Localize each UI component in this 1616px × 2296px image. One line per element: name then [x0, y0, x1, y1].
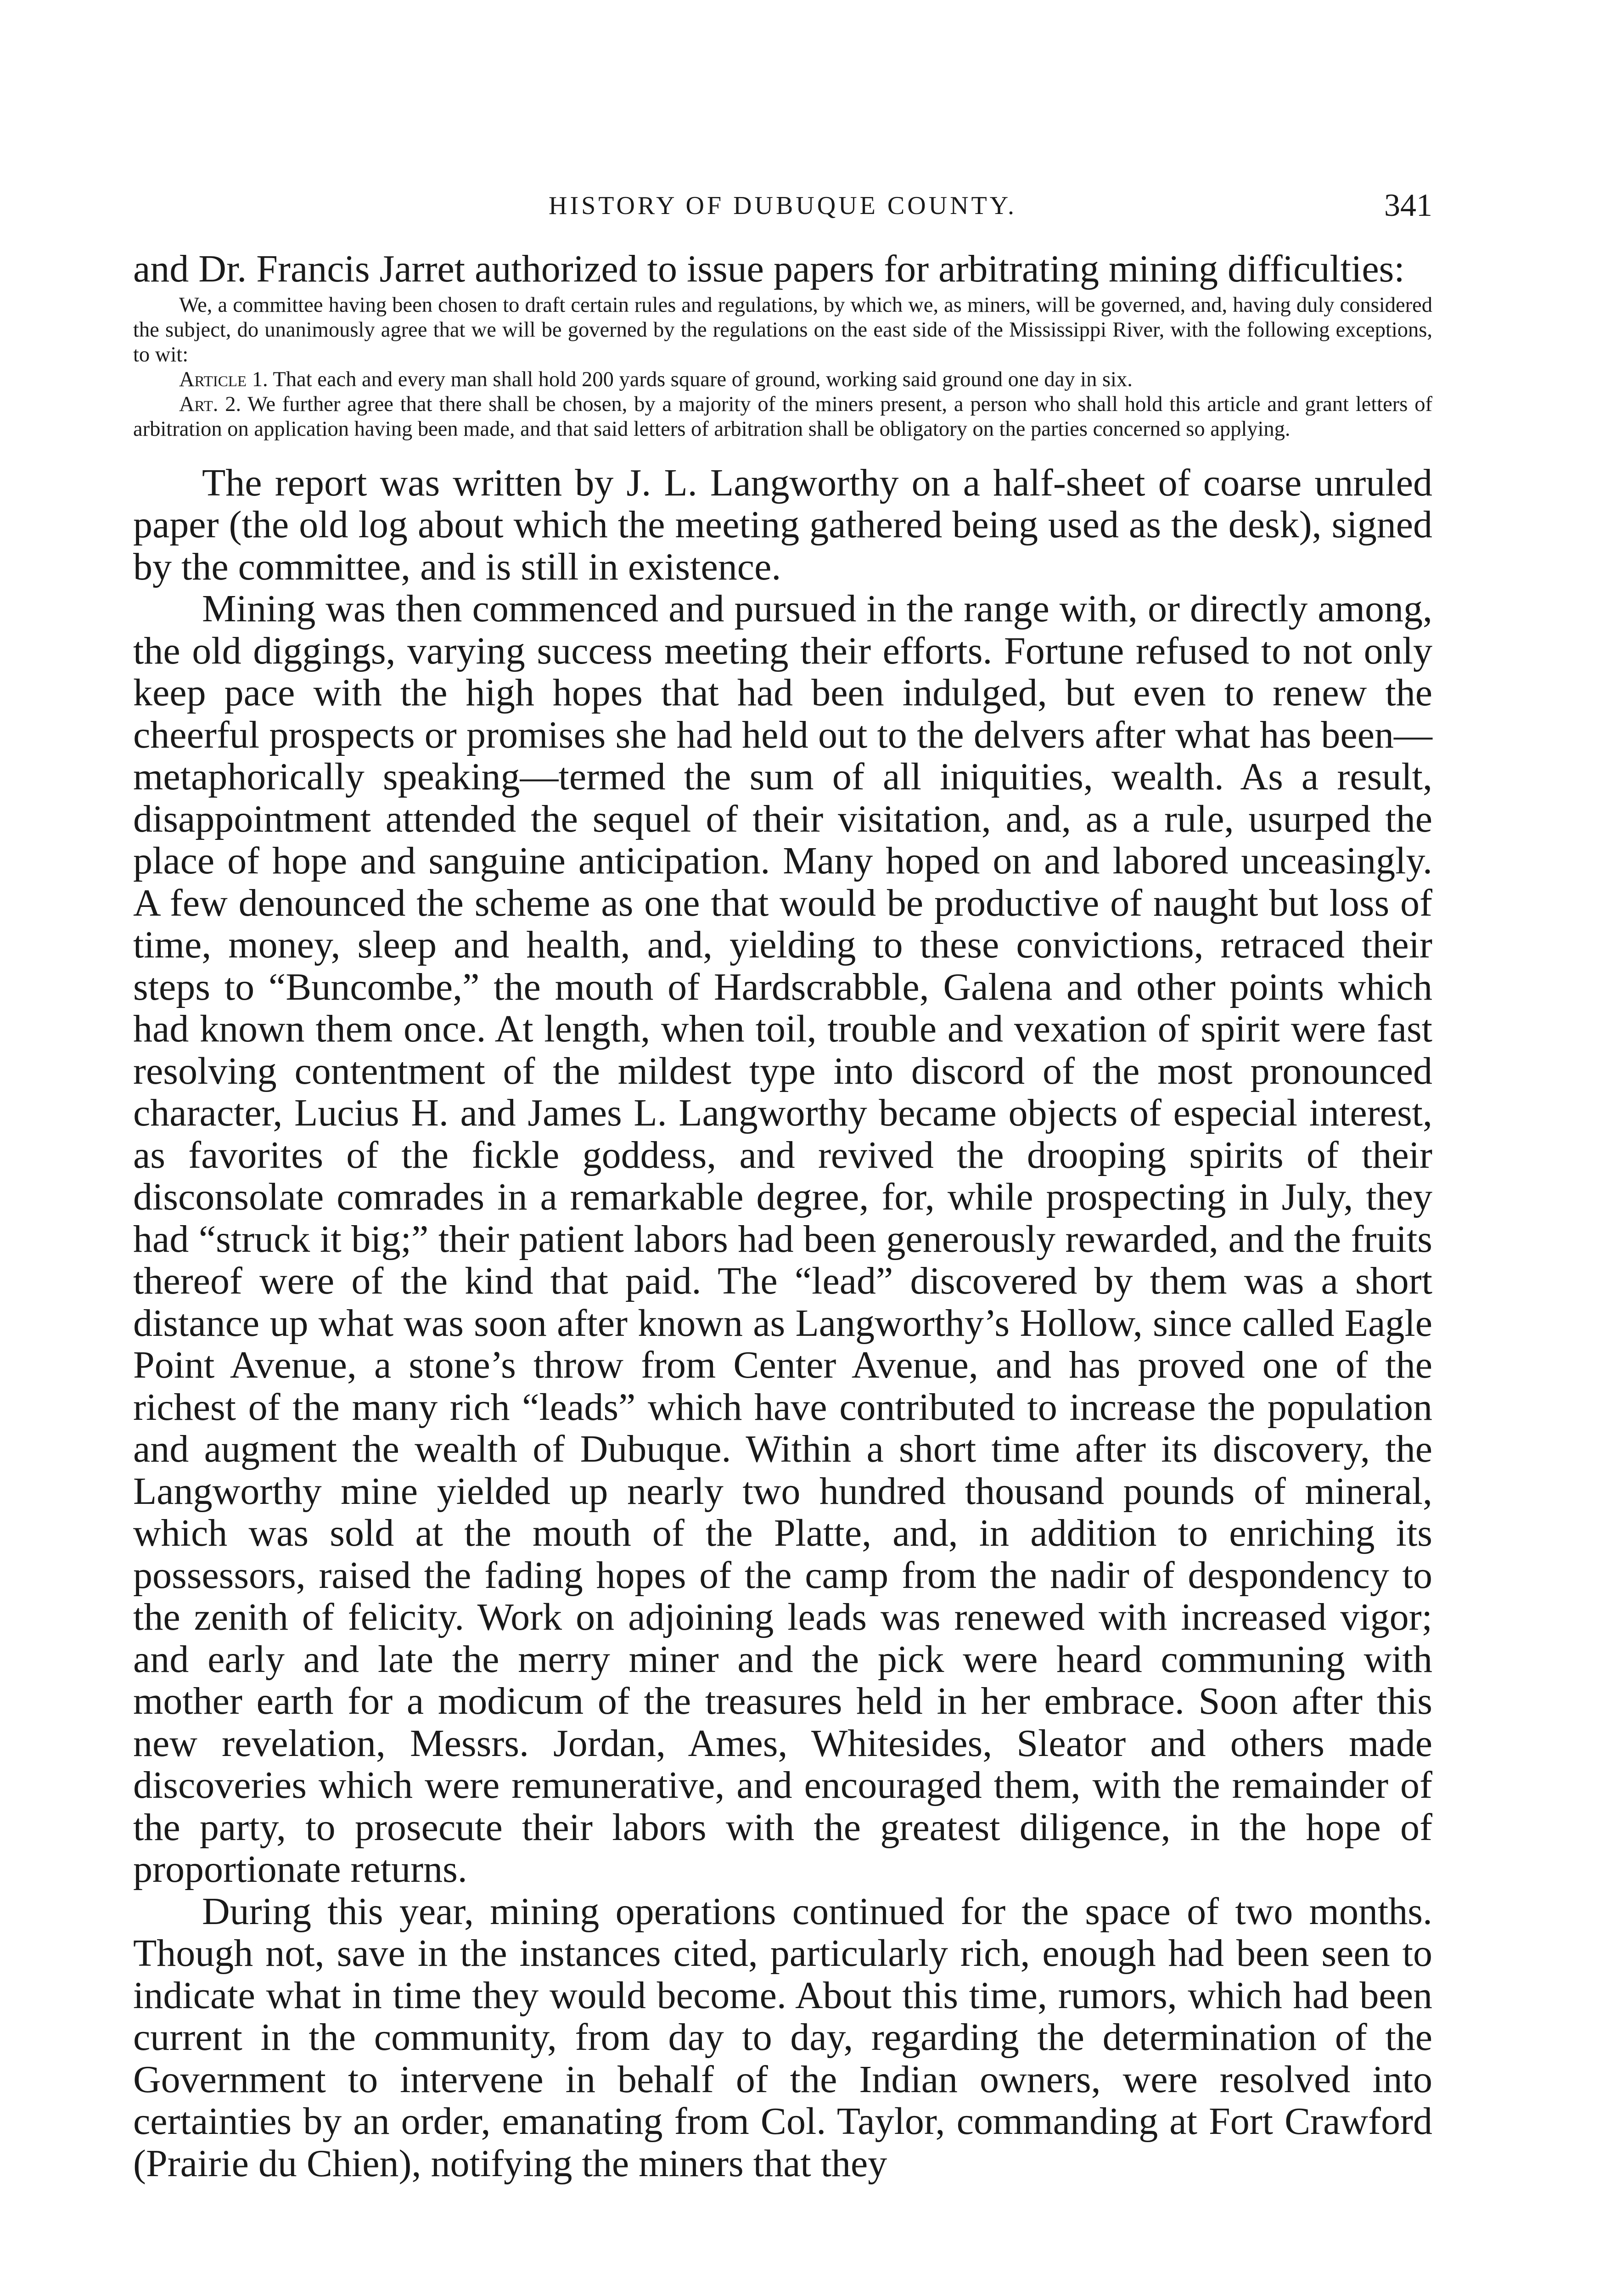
article-2-text: We further agree that there shall be chosen, by a majority of the miners present, a person who shall hold this article and grant letters of arbitration on application having been made, and that said letters of arbitration shall be obligatory on the parties concerned so applying.	[133, 392, 1432, 441]
article-2-label: Art. 2.	[179, 392, 241, 416]
article-1-label: Article 1.	[179, 367, 268, 391]
running-title: HISTORY OF DUBUQUE COUNTY.	[549, 191, 1017, 220]
paragraph-report: The report was written by J. L. Langworthy on a half-sheet of coarse unruled paper (the old log about which the meeting gathered being used as the desk), signed by the committee, and is still in existence.	[133, 461, 1432, 588]
intro-paragraph: and Dr. Francis Jarret authorized to issue papers for arbitrating mining difficulties:	[133, 248, 1405, 290]
quoted-regulations	[133, 293, 1432, 442]
article-1-text: That each and every man shall hold 200 yards square of ground, working said ground one day in six.	[268, 367, 1133, 391]
article-2	[133, 392, 1432, 442]
regulations-preamble: We, a committee having been chosen to draft certain rules and regulations, by which we, as miners, will be governed, and, having duly considered the subject, do unanimously agree that we will be governed by the regulations on the east side of the Mississippi River, with the following exceptions, to wit:	[133, 293, 1432, 366]
paragraph-this-year: During this year, mining operations continued for the space of two months. Though not, save in the instances cited, particularly rich, enough had been seen to indicate what in time they would become. About this time, rumors, which had been current in the community, from day to day, regarding the determination of the Government to intervene in behalf of the Indian owners, were resolved into certainties by an order, emanating from Col. Taylor, commanding at Fort Crawford (Prairie du Chien), notifying the miners that they	[133, 1890, 1432, 2185]
paragraph-mining: Mining was then commenced and pursued in the range with, or directly among, the old diggings, varying success meeting their efforts. Fortune refused to not only keep pace with the high hopes that had been indulged, but even to renew the cheerful prospects or promises she had held out to the delvers after what has been—metaphorically speaking—termed the sum of all iniquities, wealth. As a result, disappointment attended the sequel of their visitation, and, as a rule, usurped the place of hope and sanguine anticipation. Many hoped on and labored unceasingly. A few denounced the scheme as one that would be productive of naught but loss of time, money, sleep and health, and, yielding to these convictions, retraced their steps to “Buncombe,” the mouth of Hardscrabble, Galena and other points which had known them once. At length, when toil, trouble and vexation of spirit were fast resolving contentment of the mildest type into discord of the most pronounced character, Lucius H. and James L. Langworthy became objects of especial interest, as favorites of the fickle goddess, and revived the drooping spirits of their disconsolate comrades in a remarkable degree, for, while prospecting in July, they had “struck it big;” their patient labors had been generously rewarded, and the fruits thereof were of the kind that paid. The “lead” discovered by them was a short distance up what was soon after known as Langworthy’s Hollow, since called Eagle Point Avenue, a stone’s throw from Center Avenue, and has proved one of the richest of the many rich “leads” which have contributed to increase the population and augment the wealth of Dubuque. Within a short time after its discovery, the Langworthy mine yielded up nearly two hundred thousand pounds of mineral, which was sold at the mouth of the Platte, and, in addition to enriching its possessors, raised the fading hopes of the camp from the nadir of despondency to the zenith of felicity. Work on adjoining leads was renewed with increased vigor; and early and late the merry miner and the pick were heard communing with mother earth for a modicum of the treasures held in her embrace. Soon after this new revelation, Messrs. Jordan, Ames, Whitesides, Sleator and others made discoveries which were remunerative, and encouraged them, with the remainder of the party, to prosecute their labors with the greatest diligence, in the hope of proportionate returns.	[133, 587, 1432, 1891]
article-1	[133, 367, 1432, 392]
body-text	[133, 248, 1432, 2184]
page-number: 341	[1384, 188, 1432, 223]
running-head	[133, 187, 1432, 224]
